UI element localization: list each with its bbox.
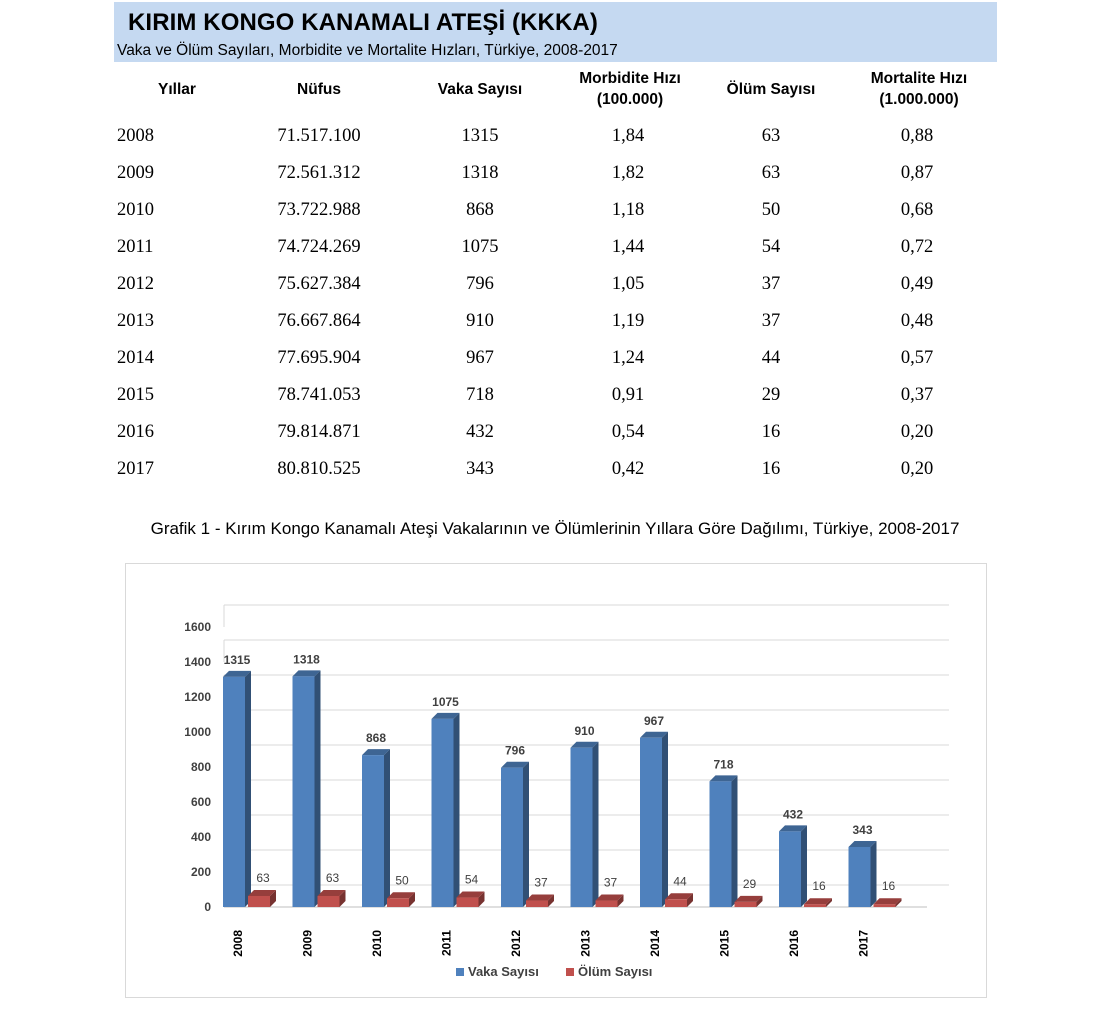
- cell-cases: 1315: [461, 126, 499, 146]
- chart-frame: [125, 563, 987, 998]
- bar-vaka: [223, 677, 245, 907]
- cell-cases: 967: [466, 348, 494, 368]
- bar-vaka-side: [384, 749, 390, 907]
- bar-vaka-side: [662, 732, 668, 907]
- table-row: [0, 126, 1110, 163]
- bar-vaka-side: [801, 825, 807, 907]
- x-tick-label: 2017: [856, 930, 871, 957]
- cell-year: 2014: [117, 348, 154, 368]
- data-label-vaka: 1315: [223, 652, 251, 667]
- data-label-vaka: 1318: [293, 652, 320, 667]
- data-label-olum: 44: [673, 874, 687, 889]
- y-tick-label: 400: [190, 830, 211, 844]
- cell-mortality: 0,88: [900, 126, 934, 146]
- cell-year: 2010: [117, 200, 154, 220]
- cell-cases: 718: [466, 385, 494, 405]
- data-label-vaka: 868: [365, 731, 387, 746]
- cell-deaths: 63: [761, 126, 781, 146]
- cell-morbidity: 1,44: [611, 237, 645, 257]
- cell-mortality: 0,48: [900, 311, 934, 331]
- header-morbidity-line2: (100.000): [596, 91, 664, 108]
- bar-olum: [804, 904, 826, 907]
- cell-population: 73.722.988: [277, 200, 361, 220]
- cell-morbidity: 1,19: [611, 311, 645, 331]
- y-tick-label: 200: [190, 865, 211, 879]
- bar-vaka-side: [245, 671, 251, 907]
- data-label-olum: 63: [256, 870, 270, 885]
- cell-cases: 1075: [461, 237, 499, 257]
- header-years: Yıllar: [158, 81, 196, 98]
- cell-population: 75.627.384: [277, 274, 361, 294]
- cell-population: 79.814.871: [277, 422, 361, 442]
- cell-morbidity: 1,05: [611, 274, 645, 294]
- bar-vaka: [293, 676, 315, 907]
- bar-vaka-side: [523, 762, 529, 907]
- bar-olum: [735, 902, 757, 907]
- cell-mortality: 0,49: [900, 274, 934, 294]
- cell-morbidity: 1,24: [611, 348, 645, 368]
- y-tick-label: 0: [204, 900, 211, 914]
- bar-vaka: [362, 755, 384, 907]
- cell-deaths: 50: [761, 200, 781, 220]
- header-cases: Vaka Sayısı: [437, 81, 523, 98]
- bar-vaka: [501, 768, 523, 907]
- legend-swatch: [566, 968, 574, 976]
- bar-olum: [665, 899, 687, 907]
- header-morbidity-line1: Morbidite Hızı: [579, 70, 681, 87]
- cell-cases: 796: [466, 274, 494, 294]
- cell-cases: 343: [466, 459, 494, 479]
- legend-swatch: [456, 968, 464, 976]
- table-row: [0, 200, 1110, 237]
- cell-deaths: 54: [761, 237, 781, 257]
- x-tick-label: 2015: [717, 930, 732, 957]
- bar-olum: [318, 896, 340, 907]
- bar-vaka: [432, 719, 454, 907]
- x-tick-label: 2014: [648, 930, 662, 957]
- cell-cases: 432: [466, 422, 494, 442]
- cell-deaths: 63: [761, 163, 781, 183]
- cell-mortality: 0,57: [900, 348, 934, 368]
- cell-population: 72.561.312: [277, 163, 361, 183]
- table-row: [0, 348, 1110, 385]
- cell-mortality: 0,72: [900, 237, 934, 257]
- table-row: [0, 385, 1110, 422]
- cell-population: 74.724.269: [277, 237, 361, 257]
- cell-year: 2013: [117, 311, 154, 331]
- x-tick-label: 2012: [509, 930, 523, 957]
- bar-vaka-side: [593, 742, 599, 907]
- bar-vaka-side: [871, 841, 877, 907]
- data-label-vaka: 343: [852, 822, 873, 837]
- table-row: [0, 163, 1110, 200]
- data-label-vaka: 967: [643, 713, 665, 728]
- bar-vaka-side: [732, 775, 738, 907]
- y-tick-label: 1600: [184, 620, 211, 634]
- cell-deaths: 16: [761, 422, 781, 442]
- cell-morbidity: 1,82: [611, 163, 645, 183]
- cell-population: 71.517.100: [277, 126, 361, 146]
- table-row: [0, 311, 1110, 348]
- data-label-olum: 63: [325, 870, 340, 885]
- cell-year: 2017: [117, 459, 154, 479]
- cell-deaths: 16: [761, 459, 781, 479]
- cell-mortality: 0,68: [900, 200, 934, 220]
- cell-morbidity: 0,91: [611, 385, 645, 405]
- data-label-olum: 16: [812, 879, 826, 894]
- cell-deaths: 37: [761, 274, 781, 294]
- document-title: KIRIM KONGO KANAMALI ATEŞİ (KKKA): [128, 9, 598, 36]
- x-tick-label: 2010: [370, 930, 384, 957]
- cell-mortality: 0,20: [900, 422, 934, 442]
- bar-olum: [248, 896, 270, 907]
- x-tick-label: 2013: [578, 930, 593, 957]
- bar-vaka-side: [315, 670, 321, 907]
- cell-mortality: 0,20: [900, 459, 934, 479]
- cell-mortality: 0,87: [900, 163, 934, 183]
- header-mortality-line2: (1.000.000): [879, 91, 959, 108]
- header-morbidity: [579, 68, 681, 110]
- bar-vaka: [640, 738, 662, 907]
- data-label-vaka: 1075: [432, 694, 459, 709]
- data-label-olum: 54: [464, 872, 479, 887]
- cell-morbidity: 1,84: [611, 126, 645, 146]
- x-tick-label: 2008: [231, 930, 245, 957]
- table-row: [0, 274, 1110, 311]
- table-row: [0, 422, 1110, 459]
- cell-morbidity: 0,54: [611, 422, 645, 442]
- y-tick-label: 600: [190, 795, 211, 809]
- cell-population: 77.695.904: [277, 348, 361, 368]
- cell-cases: 868: [466, 200, 494, 220]
- data-label-vaka: 718: [713, 757, 734, 772]
- header-population: Nüfus: [297, 81, 341, 98]
- header-mortality-line1: Mortalite Hızı: [870, 70, 968, 87]
- table-row: [0, 459, 1110, 496]
- x-tick-label: 2011: [439, 930, 454, 957]
- data-label-vaka: 910: [574, 723, 595, 738]
- data-label-olum: 50: [395, 873, 409, 888]
- cell-year: 2008: [117, 126, 154, 146]
- cell-mortality: 0,37: [900, 385, 934, 405]
- cell-population: 80.810.525: [277, 459, 361, 479]
- bar-vaka: [849, 847, 871, 907]
- cell-morbidity: 0,42: [611, 459, 645, 479]
- bar-olum: [596, 901, 618, 907]
- cell-year: 2012: [117, 274, 154, 294]
- cell-deaths: 44: [761, 348, 781, 368]
- bar-olum: [457, 898, 479, 907]
- cell-year: 2015: [117, 385, 154, 405]
- cell-year: 2009: [117, 163, 154, 183]
- bar-vaka-side: [454, 713, 460, 907]
- y-tick-label: 1400: [184, 655, 211, 669]
- y-tick-label: 1200: [184, 690, 211, 704]
- x-tick-label: 2009: [300, 930, 315, 957]
- bar-chart: [126, 564, 986, 997]
- bar-vaka: [779, 831, 801, 907]
- data-label-olum: 16: [881, 879, 896, 894]
- table-row: [0, 237, 1110, 274]
- legend-label: Ölüm Sayısı: [578, 964, 653, 979]
- data-label-olum: 37: [603, 875, 618, 890]
- cell-deaths: 29: [761, 385, 781, 405]
- y-tick-label: 800: [190, 760, 211, 774]
- bar-olum: [874, 904, 896, 907]
- data-label-vaka: 796: [504, 743, 526, 758]
- cell-deaths: 37: [761, 311, 781, 331]
- bar-vaka: [710, 781, 732, 907]
- document-subtitle: Vaka ve Ölüm Sayıları, Morbidite ve Mortalite Hızları, Türkiye, 2008-2017: [117, 42, 618, 59]
- data-label-olum: 29: [742, 876, 757, 891]
- header-mortality: [871, 68, 967, 110]
- cell-year: 2011: [117, 237, 154, 257]
- cell-population: 78.741.053: [277, 385, 361, 405]
- chart-caption: Grafik 1 - Kırım Kongo Kanamalı Ateşi Vakalarının ve Ölümlerinin Yıllara Göre Dağılımı, Türkiye, 2008-2017: [150, 519, 960, 538]
- header-deaths: Ölüm Sayısı: [726, 81, 816, 98]
- cell-year: 2016: [117, 422, 154, 442]
- legend-label: Vaka Sayısı: [468, 964, 539, 979]
- cell-population: 76.667.864: [277, 311, 361, 331]
- bar-olum: [526, 901, 548, 907]
- y-tick-label: 1000: [184, 725, 211, 739]
- cell-morbidity: 1,18: [611, 200, 645, 220]
- bar-olum: [387, 898, 409, 907]
- cell-cases: 1318: [461, 163, 499, 183]
- x-tick-label: 2016: [787, 930, 801, 957]
- data-label-vaka: 432: [782, 807, 804, 822]
- bar-vaka: [571, 748, 593, 907]
- cell-cases: 910: [466, 311, 494, 331]
- data-label-olum: 37: [534, 875, 548, 890]
